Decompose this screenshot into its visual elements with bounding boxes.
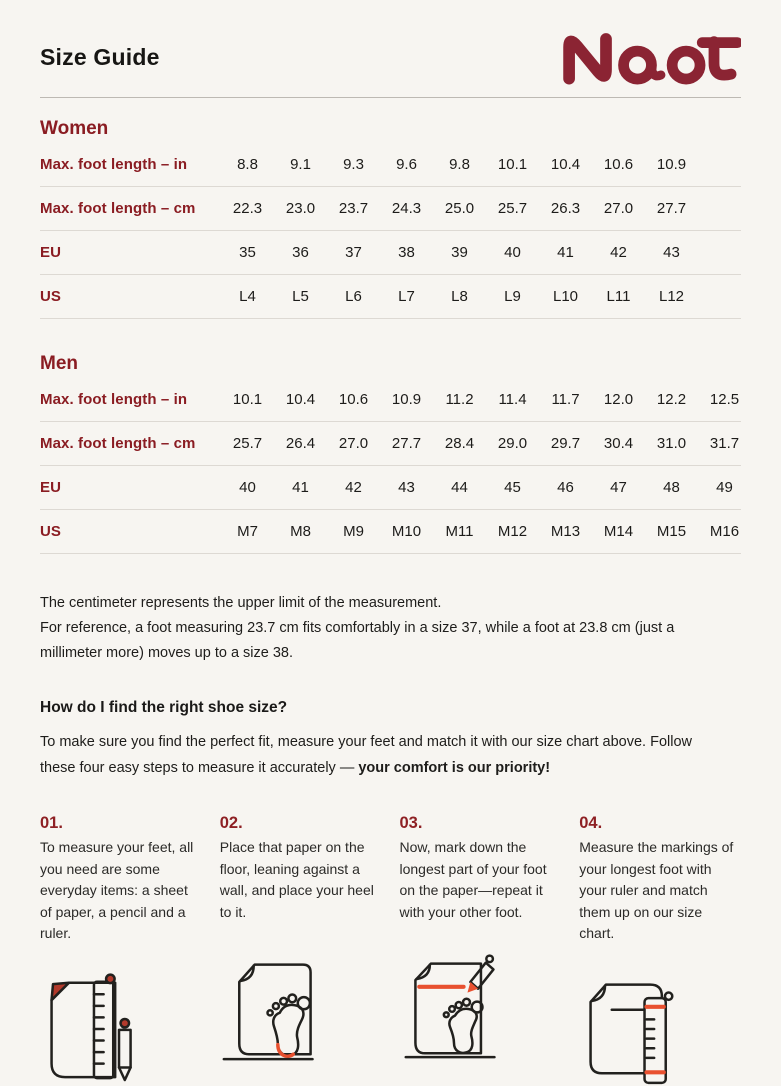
step-number: 04.: [579, 814, 603, 832]
paper-heel-footprint-icon: [220, 951, 382, 1065]
section-heading-women: Women: [40, 118, 109, 139]
row-values: [221, 200, 698, 217]
row-values: [221, 391, 751, 408]
size-value: M13: [550, 523, 581, 540]
size-value: L9: [504, 288, 521, 305]
mark-foot-pencil-icon: [400, 951, 562, 1065]
size-value: 26.4: [285, 435, 316, 452]
women-size-table: [40, 118, 741, 319]
size-value: 27.0: [338, 435, 369, 452]
step-4: [579, 814, 741, 1085]
row-label: EU: [40, 479, 62, 496]
section-heading-men: Men: [40, 353, 78, 374]
size-value: 10.1: [497, 156, 528, 173]
howto-intro-bold: your comfort is our priority!: [358, 760, 551, 776]
size-value: 43: [398, 479, 415, 496]
size-value: 42: [610, 244, 627, 261]
size-value: 27.0: [603, 200, 634, 217]
size-value: 28.4: [444, 435, 475, 452]
size-value: 24.3: [391, 200, 422, 217]
size-value: 11.2: [445, 391, 474, 408]
size-value: 10.6: [603, 156, 634, 173]
measuring-steps: [40, 814, 741, 1085]
size-value: L12: [658, 288, 685, 305]
step-2: [220, 814, 382, 1085]
size-value: 45: [504, 479, 521, 496]
size-value: 11.7: [551, 391, 580, 408]
size-value: 9.1: [290, 156, 311, 173]
size-value: 25.0: [444, 200, 475, 217]
row-label: US: [40, 288, 62, 305]
size-value: 37: [345, 244, 362, 261]
step-text: Place that paper on the floor, leaning against a wall, and place your heel to it.: [219, 839, 374, 920]
size-value: L6: [345, 288, 362, 305]
size-value: 46: [557, 479, 574, 496]
table-row: [40, 510, 741, 554]
size-value: 10.4: [285, 391, 316, 408]
size-value: 41: [557, 244, 574, 261]
page-header: [40, 30, 741, 84]
size-value: 27.7: [391, 435, 422, 452]
row-label: US: [40, 523, 62, 540]
size-value: 49: [716, 479, 733, 496]
size-value: L7: [398, 288, 415, 305]
size-value: 10.6: [338, 391, 369, 408]
size-value: 48: [663, 479, 680, 496]
howto-intro: [40, 729, 712, 781]
size-value: 22.3: [232, 200, 263, 217]
step-1: [40, 814, 202, 1085]
row-values: [221, 479, 751, 496]
size-value: 47: [610, 479, 627, 496]
table-row: [40, 466, 741, 510]
size-value: 43: [663, 244, 680, 261]
row-values: [221, 156, 698, 173]
size-value: 11.4: [498, 391, 527, 408]
howto-intro-text: To make sure you find the perfect fit, measure your feet and match it with our size chart above. Follow these four easy steps to measure it accurately —: [40, 734, 693, 776]
table-row: [40, 231, 741, 275]
size-value: 42: [345, 479, 362, 496]
row-values: [221, 523, 751, 540]
table-row: [40, 143, 741, 187]
size-value: 12.0: [603, 391, 634, 408]
size-value: M12: [497, 523, 528, 540]
size-value: 36: [292, 244, 309, 261]
size-value: L4: [239, 288, 256, 305]
size-value: 8.8: [237, 156, 258, 173]
row-values: [221, 288, 698, 305]
step-text: Measure the markings of your longest foot with your ruler and match them up on our size chart.: [579, 839, 734, 941]
size-value: L8: [451, 288, 468, 305]
size-value: M9: [343, 523, 364, 540]
row-label: Max. foot length – cm: [40, 435, 196, 452]
size-value: 41: [292, 479, 309, 496]
size-value: 29.0: [497, 435, 528, 452]
size-value: 38: [398, 244, 415, 261]
size-value: M10: [391, 523, 422, 540]
table-row: [40, 187, 741, 231]
paper-ruler-measure-icon: [579, 971, 741, 1085]
note-line-2: For reference, a foot measuring 23.7 cm fits comfortably in a size 37, while a foot at 23.8 cm (just a millimeter more) moves up to a size 38.: [40, 620, 675, 661]
size-value: 10.9: [656, 156, 687, 173]
table-row: [40, 275, 741, 319]
size-value: M16: [709, 523, 740, 540]
page-title: Size Guide: [40, 43, 160, 70]
size-value: 23.7: [338, 200, 369, 217]
size-value: L10: [552, 288, 579, 305]
naot-logo: [561, 29, 741, 85]
howto-heading: How do I find the right shoe size?: [40, 699, 288, 716]
size-value: 12.2: [656, 391, 687, 408]
table-row: [40, 422, 741, 466]
row-label: Max. foot length – in: [40, 156, 188, 173]
size-value: 10.4: [550, 156, 581, 173]
table-row: [40, 378, 741, 422]
step-number: 03.: [399, 814, 423, 832]
size-value: 23.0: [285, 200, 316, 217]
size-value: 26.3: [550, 200, 581, 217]
size-value: 31.0: [656, 435, 687, 452]
size-value: M7: [237, 523, 258, 540]
row-label: EU: [40, 244, 62, 261]
header-divider: [40, 97, 741, 98]
size-value: 44: [451, 479, 468, 496]
size-value: 40: [239, 479, 256, 496]
size-value: M15: [656, 523, 687, 540]
size-value: 30.4: [603, 435, 634, 452]
size-value: 29.7: [550, 435, 581, 452]
step-number: 02.: [219, 814, 243, 832]
size-value: L5: [292, 288, 309, 305]
measurement-notes: [40, 591, 708, 666]
step-text: Now, mark down the longest part of your foot on the paper—repeat it with your other foot.: [399, 839, 547, 920]
size-value: 27.7: [656, 200, 687, 217]
size-value: 10.9: [391, 391, 422, 408]
row-values: [221, 435, 751, 452]
men-size-table: [40, 353, 741, 554]
size-value: 9.3: [343, 156, 364, 173]
step-3: [400, 814, 562, 1085]
size-value: 9.6: [396, 156, 417, 173]
size-value: 12.5: [709, 391, 740, 408]
size-value: 31.7: [709, 435, 740, 452]
size-value: M8: [290, 523, 311, 540]
size-value: 25.7: [497, 200, 528, 217]
size-value: 35: [239, 244, 256, 261]
step-number: 01.: [40, 814, 63, 832]
step-text: To measure your feet, all you need are some everyday items: a sheet of paper, a pencil and a ruler.: [40, 839, 194, 941]
size-value: 25.7: [232, 435, 263, 452]
size-value: L11: [606, 288, 631, 305]
size-value: M14: [603, 523, 634, 540]
row-label: Max. foot length – cm: [40, 200, 196, 217]
row-label: Max. foot length – in: [40, 391, 188, 408]
paper-ruler-pencil-icon: [40, 971, 202, 1085]
size-value: 9.8: [449, 156, 470, 173]
row-values: [221, 244, 698, 261]
size-value: 10.1: [232, 391, 263, 408]
size-value: 40: [504, 244, 521, 261]
size-value: M11: [445, 523, 474, 540]
size-value: 39: [451, 244, 468, 261]
note-line-1: The centimeter represents the upper limit of the measurement.: [40, 595, 442, 611]
